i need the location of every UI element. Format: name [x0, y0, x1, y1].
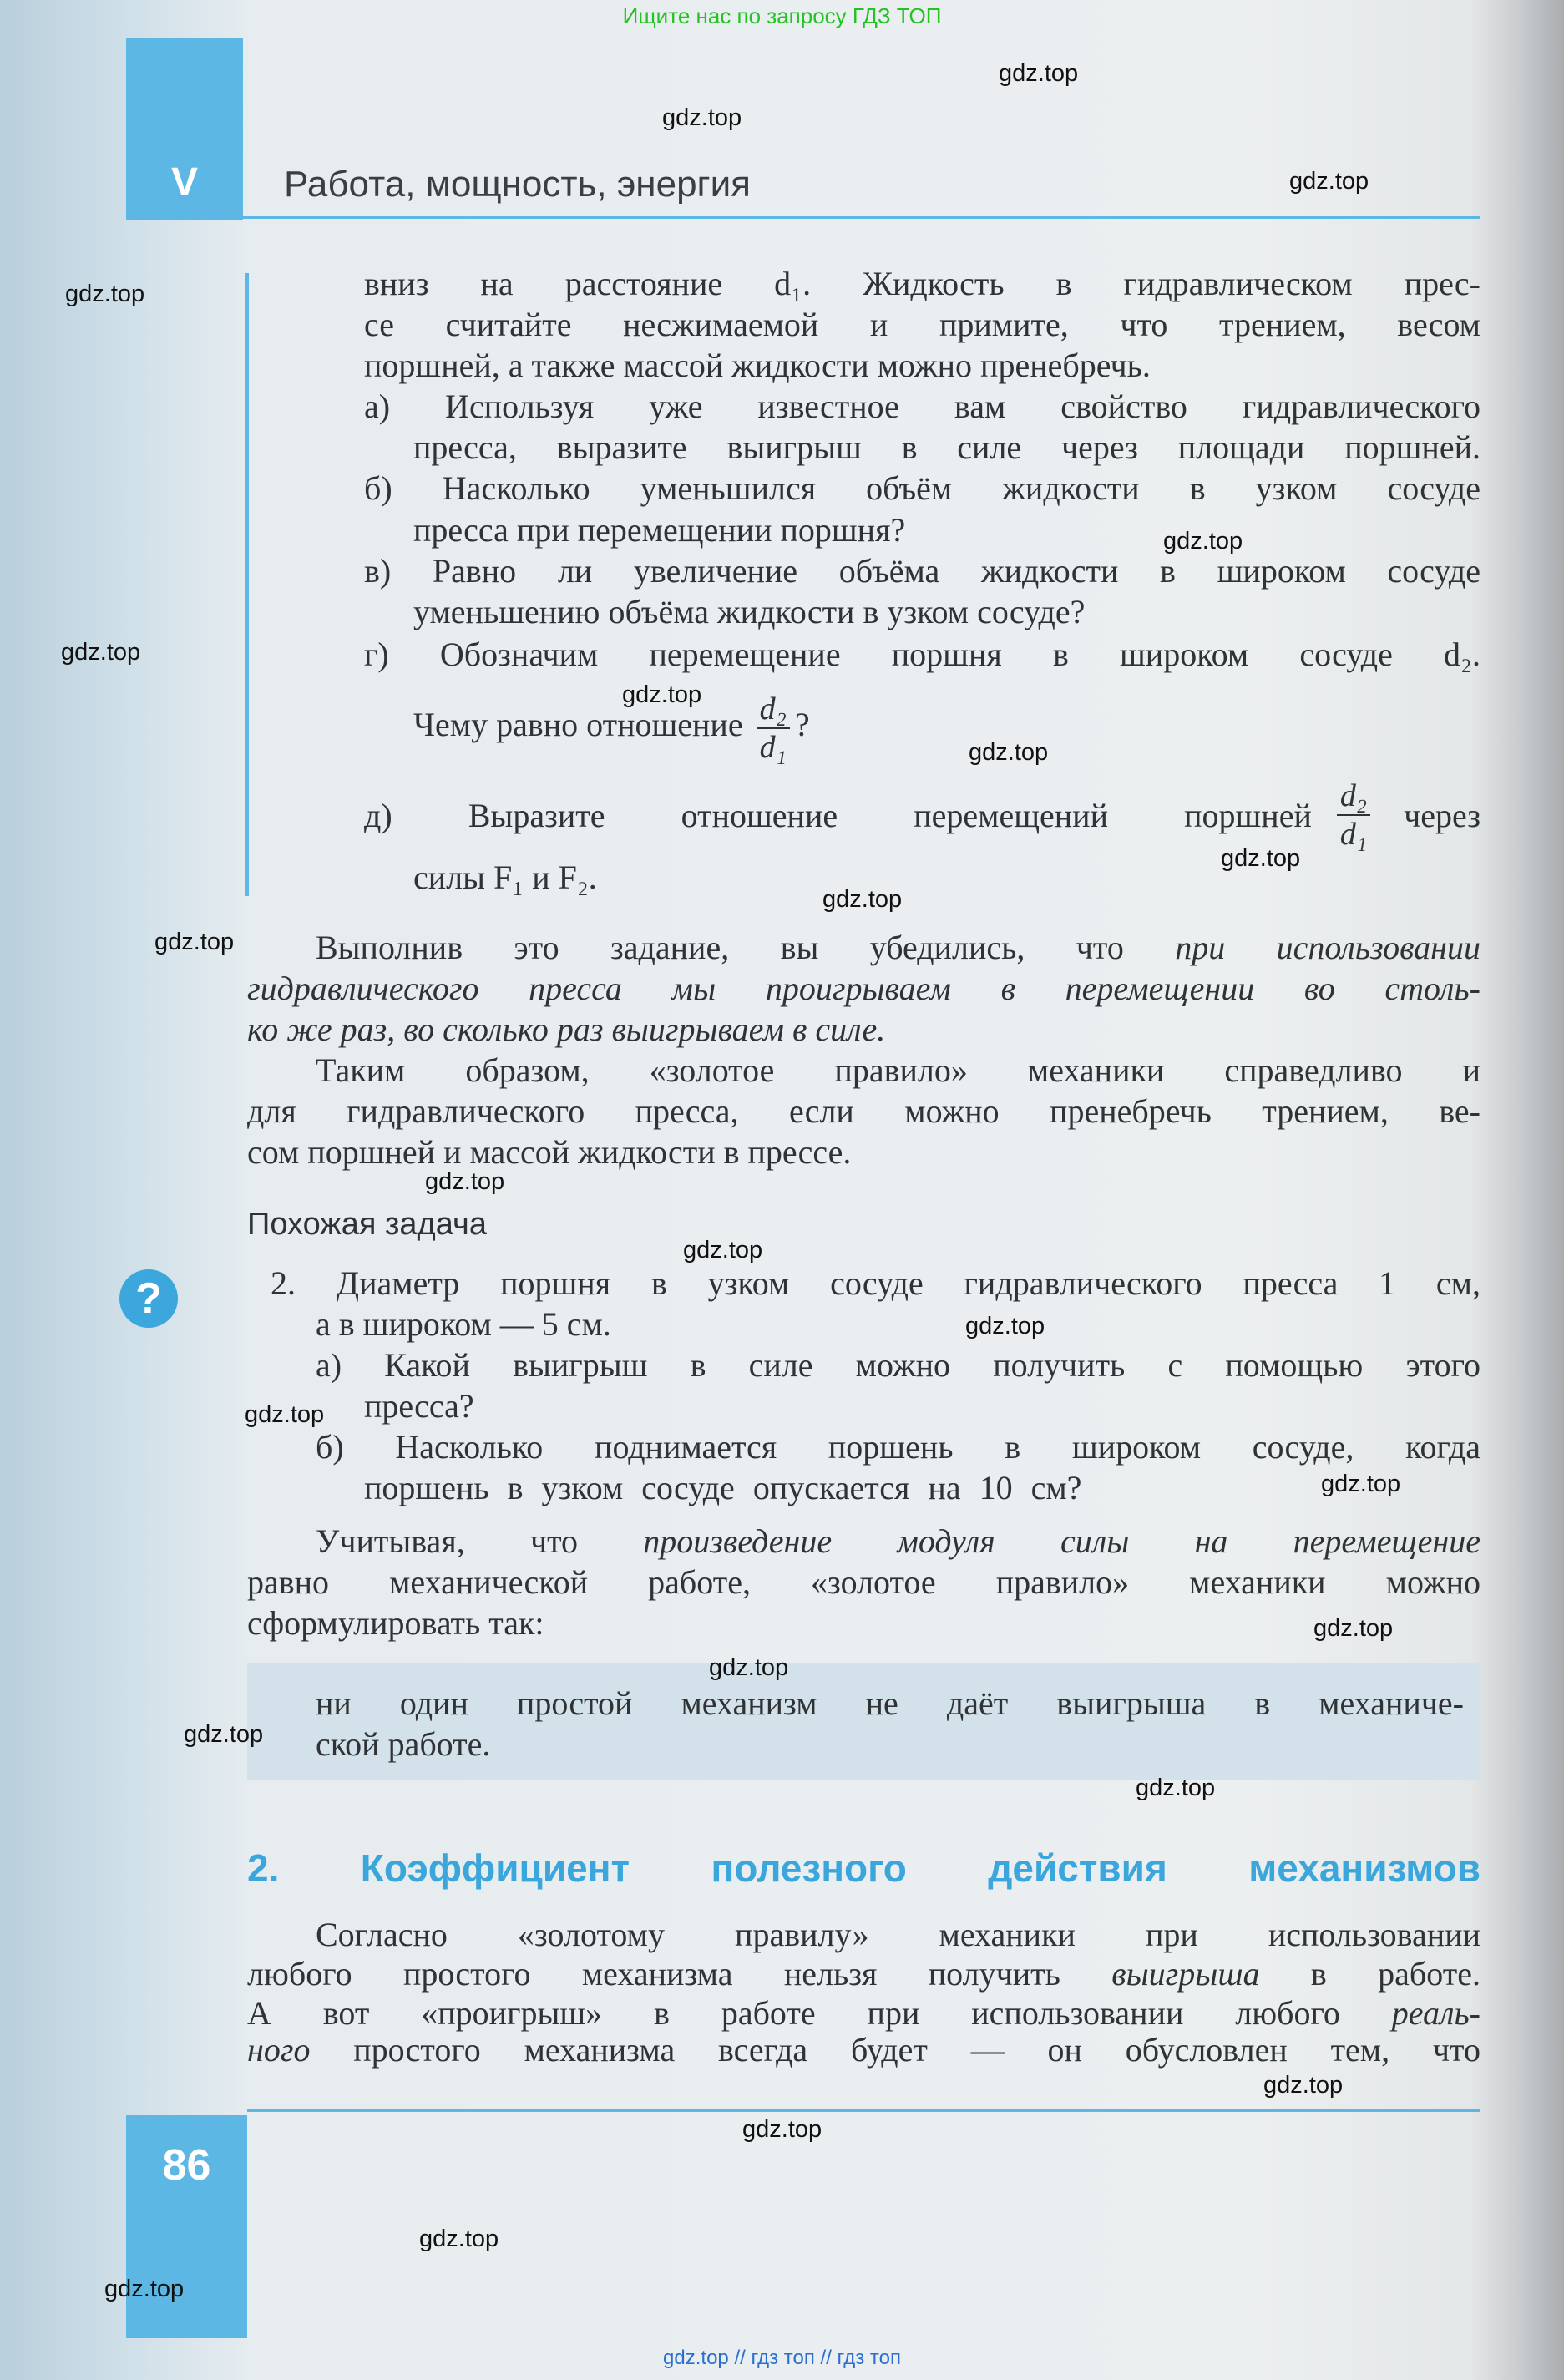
similar-task-label: Похожая задача: [247, 1207, 487, 1242]
text-span: простого механизма всегда будет — он обусловлен тем, что: [310, 2031, 1480, 2069]
text-line: сформулировать так:: [247, 1604, 544, 1642]
question-mark: ?: [794, 706, 810, 743]
item-d-through: через: [1404, 796, 1480, 834]
watermark: gdz.top: [1221, 845, 1301, 872]
task-line: се считайте несжимаемой и примите, что трением, весом: [364, 306, 1480, 343]
watermark: gdz.top: [425, 1168, 505, 1195]
page-number-box: [126, 2115, 247, 2338]
golden-rule-line: ской работе.: [316, 1725, 491, 1763]
watermark: gdz.top: [622, 681, 702, 708]
task-item-d: [364, 775, 1480, 855]
watermark: gdz.top: [1263, 2072, 1344, 2099]
text-line: [247, 1953, 1480, 1995]
task-line: вниз на расстояние d₁. Жидкость в гидравлическом прес-: [364, 265, 1480, 302]
watermark: gdz.top: [969, 739, 1049, 766]
task-line: пресса?: [364, 1387, 474, 1425]
fraction-d2-d1: [757, 691, 790, 766]
watermark: gdz.top: [999, 60, 1079, 87]
text-span: А вот «проигрыш» в работе при использовании любого: [247, 1994, 1392, 2032]
text-line: для гидравлического пресса, если можно пренебречь трением, ве-: [247, 1092, 1480, 1130]
italic-span: выигрыша: [1111, 1955, 1260, 1993]
task-item-a: а) Какой выигрыш в силе можно получить с помощью этого: [316, 1346, 1480, 1384]
text-line: ко же раз, во сколько раз выигрываем в силе.: [247, 1010, 886, 1048]
task-item-g: г) Обозначим перемещение поршня в широком сосуде d₂.: [364, 636, 1480, 673]
chapter-title: Работа, мощность, энергия: [284, 164, 752, 205]
chapter-number: V: [170, 160, 198, 205]
task-item-v: в) Равно ли увеличение объёма жидкости в широком сосуде: [364, 552, 1480, 590]
chapter-tab: [126, 38, 243, 220]
text-line: Таким образом, «золотое правило» механики справедливо и: [316, 1051, 1480, 1089]
task-line: [413, 685, 810, 765]
italic-span: при использовании: [1175, 929, 1480, 966]
watermark: gdz.top: [419, 2226, 499, 2252]
watermark: gdz.top: [683, 1237, 763, 1263]
task-line: пресса при перемещении поршня?: [413, 511, 906, 549]
text-line: равно механической работе, «золотое правило» механики можно: [247, 1563, 1480, 1601]
search-hint: Ищите нас по запросу ГДЗ ТОП: [622, 3, 942, 28]
header-divider: [243, 216, 1480, 219]
task-line: поршней, а также массой жидкости можно пренебречь.: [364, 347, 1151, 384]
task-line: а в широком — 5 см.: [316, 1305, 611, 1343]
text-line: сом поршней и массой жидкости в прессе.: [247, 1133, 852, 1171]
footer-links[interactable]: gdz.top // гдз топ // гдз топ: [663, 2347, 901, 2369]
fraction-denominator: d₁: [1339, 817, 1368, 852]
watermark: gdz.top: [1289, 168, 1369, 195]
text-line: Согласно «золотому правилу» механики при использовании: [316, 1916, 1480, 1953]
text-span: любого простого механизма нельзя получить: [247, 1955, 1112, 1993]
fraction-d2-d1: [1337, 777, 1370, 853]
watermark: gdz.top: [965, 1313, 1045, 1339]
golden-rule-line: ни один простой механизм не даёт выигрыша в механиче-: [316, 1684, 1464, 1722]
fraction-numerator: d₂: [1337, 777, 1370, 816]
task-line: 2. Диаметр поршня в узком сосуде гидравлического пресса 1 см,: [271, 1264, 1480, 1302]
text-span: Учитывая, что: [316, 1522, 644, 1560]
footer-divider: [247, 2109, 1480, 2112]
task-item-b: б) Насколько поднимается поршень в широком сосуде, когда: [316, 1428, 1480, 1466]
task-line: поршень в узком сосуде опускается на 10 см?: [364, 1469, 1082, 1506]
italic-span: произведение модуля силы на перемещение: [643, 1522, 1481, 1560]
question-text: Чему равно отношение: [413, 706, 743, 743]
task-line: силы F₁ и F₂.: [413, 858, 597, 896]
fraction-numerator: d₂: [757, 691, 790, 729]
watermark: gdz.top: [662, 104, 742, 131]
watermark: gdz.top: [1321, 1471, 1401, 1497]
item-d-text: д) Выразите отношение перемещений поршней: [364, 796, 1312, 834]
task-side-bar: [245, 273, 249, 896]
watermark: gdz.top: [104, 2276, 185, 2302]
italic-span: ного: [247, 2031, 311, 2069]
text-line: гидравлического пресса мы проигрываем в перемещении во столь-: [247, 970, 1480, 1007]
watermark: gdz.top: [1313, 1615, 1394, 1642]
watermark: gdz.top: [245, 1401, 325, 1428]
question-icon: ?: [119, 1269, 178, 1328]
text-span: в работе.: [1259, 1955, 1480, 1993]
section-heading: 2. Коэффициент полезного действия механизмов: [247, 1846, 1480, 1890]
watermark: gdz.top: [1136, 1775, 1216, 1801]
text-line: [247, 1993, 1480, 2034]
watermark: gdz.top: [61, 639, 141, 666]
task-item-b: б) Насколько уменьшился объём жидкости в узком сосуде: [364, 469, 1480, 507]
page-number: 86: [162, 2141, 211, 2190]
task-item-a: а) Используя уже известное вам свойство гидравлического: [364, 387, 1480, 425]
watermark: gdz.top: [154, 929, 235, 955]
watermark: gdz.top: [1163, 528, 1243, 554]
watermark: gdz.top: [742, 2116, 822, 2143]
text-line: [316, 927, 1480, 969]
watermark: gdz.top: [65, 281, 145, 307]
watermark: gdz.top: [184, 1721, 264, 1748]
task-line: пресса, выразите выигрыш в силе через площади поршней.: [413, 428, 1480, 466]
watermark: gdz.top: [709, 1654, 789, 1681]
italic-span: реаль-: [1391, 1994, 1480, 2032]
text-line: [316, 1521, 1480, 1562]
fraction-denominator: d₁: [759, 729, 787, 765]
task-line: уменьшению объёма жидкости в узком сосуде?: [413, 593, 1086, 630]
watermark: gdz.top: [822, 886, 903, 913]
text-span: Выполнив это задание, вы убедились, что: [316, 929, 1176, 966]
text-line: [247, 2029, 1480, 2071]
